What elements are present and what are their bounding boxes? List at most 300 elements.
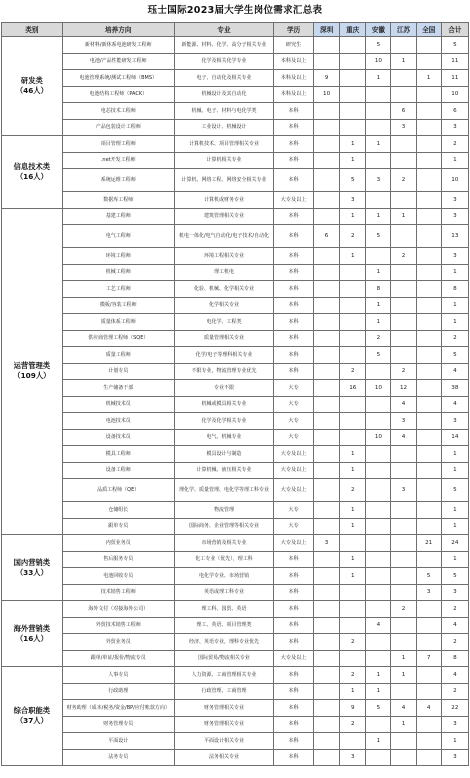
chongqing-cell	[340, 347, 366, 364]
direction-cell: 电芯技术工程师	[62, 103, 174, 120]
major-cell: 质量管理相关专业	[174, 330, 273, 347]
anhui-cell	[366, 535, 391, 552]
jiangsu-cell	[391, 297, 416, 314]
table-row	[2, 86, 469, 103]
anhui-cell: 1	[366, 136, 391, 153]
shenzhen-cell	[314, 297, 340, 314]
shenzhen-cell	[314, 716, 340, 733]
jiangsu-cell: 1	[391, 716, 416, 733]
shenzhen-cell	[314, 479, 340, 502]
major-cell: 工业设计、机械设计	[174, 119, 273, 136]
table-row	[2, 634, 469, 651]
total-cell: 4	[441, 667, 468, 684]
national-cell	[416, 225, 441, 248]
table-row	[2, 152, 469, 169]
total-cell: 14	[441, 429, 468, 446]
education-cell: 本科	[274, 716, 314, 733]
anhui-cell: 8	[366, 281, 391, 298]
jiangsu-cell: 2	[391, 248, 416, 265]
national-cell: 21	[416, 535, 441, 552]
shenzhen-cell	[314, 380, 340, 397]
anhui-cell: 10	[366, 380, 391, 397]
chongqing-cell: 2	[340, 363, 366, 380]
total-cell: 1	[441, 152, 468, 169]
major-cell: 机械、电子、材料与电化学类	[174, 103, 273, 120]
chongqing-cell	[340, 53, 366, 70]
major-cell: 国际商务、企业管理等相关专业	[174, 518, 273, 535]
chongqing-cell	[340, 119, 366, 136]
jiangsu-cell	[391, 683, 416, 700]
chongqing-cell: 2	[340, 479, 366, 502]
direction-cell: 模板/容装工程师	[62, 297, 174, 314]
chongqing-cell: 1	[340, 502, 366, 519]
shenzhen-cell	[314, 749, 340, 766]
direction-cell: 财务助理（成本/税务/资金/BP/应付账款方向）	[62, 700, 174, 717]
major-cell: 专业不限	[174, 380, 273, 397]
anhui-cell	[366, 502, 391, 519]
education-cell: 大专	[274, 429, 314, 446]
major-cell: 不限专业，物流管理专业优先	[174, 363, 273, 380]
header-national: 全国	[416, 23, 441, 37]
national-cell	[416, 683, 441, 700]
direction-cell: 电池/产品性能研发工程师	[62, 53, 174, 70]
chongqing-cell	[340, 264, 366, 281]
total-cell: 8	[441, 281, 468, 298]
anhui-cell	[366, 601, 391, 618]
national-cell	[416, 462, 441, 479]
direction-cell: 售后服务专员	[62, 551, 174, 568]
chongqing-cell	[340, 281, 366, 298]
shenzhen-cell	[314, 584, 340, 601]
table-row	[2, 683, 469, 700]
major-cell: 机械或模具相关专业	[174, 396, 273, 413]
job-demand-table	[1, 22, 469, 766]
anhui-cell	[366, 396, 391, 413]
table-row	[2, 330, 469, 347]
jiangsu-cell	[391, 152, 416, 169]
chongqing-cell: 1	[340, 683, 366, 700]
education-cell: 本科	[274, 248, 314, 265]
direction-cell: 外贸技术销售工程师	[62, 617, 174, 634]
education-cell: 本科	[274, 634, 314, 651]
jiangsu-cell	[391, 225, 416, 248]
jiangsu-cell	[391, 314, 416, 331]
jiangsu-cell: 4	[391, 396, 416, 413]
education-cell: 本科	[274, 225, 314, 248]
national-cell	[416, 380, 441, 397]
chongqing-cell: 1	[340, 136, 366, 153]
major-cell: 财务管理相关专业	[174, 716, 273, 733]
table-row	[2, 700, 469, 717]
direction-cell: 生产储备干部	[62, 380, 174, 397]
education-cell: 本科	[274, 617, 314, 634]
direction-cell: 内贸业务员	[62, 535, 174, 552]
education-cell: 大专及以上	[274, 462, 314, 479]
jiangsu-cell: 1	[391, 53, 416, 70]
total-cell: 11	[441, 53, 468, 70]
national-cell	[416, 667, 441, 684]
major-cell: 机械设计及其自动化	[174, 86, 273, 103]
shenzhen-cell	[314, 429, 340, 446]
national-cell	[416, 429, 441, 446]
direction-cell: 海外文付（对接海外公司）	[62, 601, 174, 618]
national-cell	[416, 136, 441, 153]
category-cell: 海外营销类 （16人）	[2, 601, 63, 667]
education-cell: 本科及以上	[274, 53, 314, 70]
total-cell: 22	[441, 700, 468, 717]
major-cell: 经济、英语专业，理科专业优先	[174, 634, 273, 651]
table-row	[2, 479, 469, 502]
anhui-cell	[366, 551, 391, 568]
shenzhen-cell	[314, 330, 340, 347]
major-cell: 化学/电子等理科相关专业	[174, 347, 273, 364]
chongqing-cell: 1	[340, 462, 366, 479]
table-row	[2, 429, 469, 446]
direction-cell: 电池结构工程师（PACK）	[62, 86, 174, 103]
jiangsu-cell: 6	[391, 103, 416, 120]
jiangsu-cell: 1	[391, 208, 416, 225]
education-cell: 本科	[274, 584, 314, 601]
shenzhen-cell	[314, 683, 340, 700]
anhui-cell	[366, 568, 391, 585]
major-cell: 计算机械、液压相关专业	[174, 462, 273, 479]
national-cell	[416, 264, 441, 281]
national-cell: 1	[416, 70, 441, 87]
total-cell: 3	[441, 119, 468, 136]
table-row	[2, 584, 469, 601]
shenzhen-cell	[314, 103, 340, 120]
direction-cell: 行政助理	[62, 683, 174, 700]
anhui-cell	[366, 363, 391, 380]
anhui-cell	[366, 650, 391, 667]
chongqing-cell: 2	[340, 667, 366, 684]
national-cell: 7	[416, 650, 441, 667]
jiangsu-cell	[391, 462, 416, 479]
major-cell: 英语或理工科专业	[174, 584, 273, 601]
national-cell: 3	[416, 584, 441, 601]
major-cell: 人力资源、工商管理相关专业	[174, 667, 273, 684]
anhui-cell: 1	[366, 314, 391, 331]
header-total: 合计	[441, 23, 468, 37]
table-row	[2, 650, 469, 667]
chongqing-cell: 3	[340, 749, 366, 766]
major-cell: 化学及相关化学专业	[174, 53, 273, 70]
table-row	[2, 53, 469, 70]
jiangsu-cell: 4	[391, 700, 416, 717]
total-cell: 3	[441, 248, 468, 265]
shenzhen-cell: 3	[314, 535, 340, 552]
direction-cell: 计划专员	[62, 363, 174, 380]
table-row	[2, 70, 469, 87]
table-row	[2, 363, 469, 380]
table-row	[2, 502, 469, 519]
education-cell: 本科	[274, 601, 314, 618]
direction-cell: 数据库工程师	[62, 192, 174, 209]
direction-cell: 机械工程师	[62, 264, 174, 281]
table-row	[2, 535, 469, 552]
header-chongqing: 重庆	[340, 23, 366, 37]
total-cell: 2	[441, 634, 468, 651]
education-cell: 本科	[274, 208, 314, 225]
total-cell: 5	[441, 347, 468, 364]
national-cell	[416, 733, 441, 750]
education-cell: 本科	[274, 152, 314, 169]
jiangsu-cell	[391, 86, 416, 103]
national-cell	[416, 601, 441, 618]
category-cell: 国内营销类 （33人）	[2, 535, 63, 601]
anhui-cell	[366, 479, 391, 502]
table-row	[2, 119, 469, 136]
chongqing-cell	[340, 413, 366, 430]
anhui-cell: 10	[366, 53, 391, 70]
education-cell: 大专及以上	[274, 650, 314, 667]
national-cell	[416, 297, 441, 314]
table-row	[2, 297, 469, 314]
education-cell: 本科	[274, 347, 314, 364]
jiangsu-cell	[391, 192, 416, 209]
education-cell: 本科	[274, 667, 314, 684]
anhui-cell	[366, 248, 391, 265]
chongqing-cell	[340, 733, 366, 750]
jiangsu-cell: 2	[391, 363, 416, 380]
shenzhen-cell	[314, 502, 340, 519]
table-row	[2, 380, 469, 397]
table-row	[2, 446, 469, 463]
shenzhen-cell	[314, 208, 340, 225]
education-cell: 大专及以上	[274, 192, 314, 209]
national-cell	[416, 53, 441, 70]
major-cell: 理工、英语、项目管理类	[174, 617, 273, 634]
shenzhen-cell	[314, 650, 340, 667]
education-cell: 本科	[274, 136, 314, 153]
chongqing-cell: 5	[340, 169, 366, 192]
table-row	[2, 462, 469, 479]
shenzhen-cell	[314, 700, 340, 717]
table-row	[2, 667, 469, 684]
national-cell	[416, 518, 441, 535]
shenzhen-cell	[314, 518, 340, 535]
total-cell: 10	[441, 86, 468, 103]
direction-cell: 平面设计	[62, 733, 174, 750]
table-row	[2, 396, 469, 413]
anhui-cell: 1	[366, 70, 391, 87]
national-cell	[416, 716, 441, 733]
table-row	[2, 264, 469, 281]
total-cell: 5	[441, 37, 468, 54]
major-cell: 建筑管理相关专业	[174, 208, 273, 225]
national-cell	[416, 363, 441, 380]
chongqing-cell: 1	[340, 568, 366, 585]
shenzhen-cell	[314, 617, 340, 634]
jiangsu-cell: 2	[391, 601, 416, 618]
table-row	[2, 733, 469, 750]
jiangsu-cell	[391, 70, 416, 87]
jiangsu-cell	[391, 535, 416, 552]
total-cell: 8	[441, 650, 468, 667]
chongqing-cell: 2	[340, 634, 366, 651]
table-row	[2, 314, 469, 331]
anhui-cell	[366, 192, 391, 209]
direction-cell: 外贸业务员	[62, 634, 174, 651]
major-cell: 化学相关专业	[174, 297, 273, 314]
major-cell: 行政管理、工商管理	[174, 683, 273, 700]
education-cell: 本科	[274, 264, 314, 281]
table-row	[2, 617, 469, 634]
direction-cell: 电池技术员	[62, 413, 174, 430]
education-cell: 本科	[274, 683, 314, 700]
shenzhen-cell	[314, 363, 340, 380]
header-shenzhen: 深圳	[314, 23, 340, 37]
total-cell: 2	[441, 683, 468, 700]
national-cell	[416, 347, 441, 364]
jiangsu-cell	[391, 264, 416, 281]
education-cell: 大专	[274, 502, 314, 519]
chongqing-cell	[340, 103, 366, 120]
shenzhen-cell	[314, 347, 340, 364]
national-cell	[416, 281, 441, 298]
jiangsu-cell	[391, 568, 416, 585]
anhui-cell	[366, 119, 391, 136]
total-cell: 5	[441, 568, 468, 585]
education-cell: 本科	[274, 749, 314, 766]
total-cell: 3	[441, 716, 468, 733]
jiangsu-cell: 3	[391, 119, 416, 136]
header-jiangsu: 江苏	[391, 23, 416, 37]
national-cell	[416, 396, 441, 413]
jiangsu-cell	[391, 37, 416, 54]
national-cell	[416, 502, 441, 519]
major-cell: 电子、自动化及相关专业	[174, 70, 273, 87]
education-cell: 本科	[274, 700, 314, 717]
direction-cell: 电池管理系统/测试工程师（BMS）	[62, 70, 174, 87]
table-row	[2, 37, 469, 54]
national-cell	[416, 169, 441, 192]
table-row	[2, 551, 469, 568]
jiangsu-cell	[391, 347, 416, 364]
national-cell	[416, 551, 441, 568]
national-cell	[416, 330, 441, 347]
jiangsu-cell	[391, 330, 416, 347]
shenzhen-cell	[314, 37, 340, 54]
anhui-cell: 5	[366, 37, 391, 54]
education-cell: 本科	[274, 568, 314, 585]
chongqing-cell	[340, 650, 366, 667]
total-cell: 4	[441, 363, 468, 380]
anhui-cell	[366, 86, 391, 103]
chongqing-cell: 1	[340, 208, 366, 225]
major-cell: 化工专业（优先），理工科	[174, 551, 273, 568]
education-cell: 本科	[274, 363, 314, 380]
anhui-cell	[366, 462, 391, 479]
major-cell: 化学及化学相关专业	[174, 413, 273, 430]
education-cell: 研究生	[274, 37, 314, 54]
direction-cell: .net开发工程师	[62, 152, 174, 169]
table-row	[2, 136, 469, 153]
header-anhui: 安徽	[366, 23, 391, 37]
anhui-cell: 5	[366, 347, 391, 364]
major-cell: 环境工程相关专业	[174, 248, 273, 265]
jiangsu-cell	[391, 584, 416, 601]
major-cell: 理工科、国贸、英语	[174, 601, 273, 618]
national-cell	[416, 152, 441, 169]
jiangsu-cell: 3	[391, 479, 416, 502]
anhui-cell: 1	[366, 297, 391, 314]
shenzhen-cell	[314, 314, 340, 331]
shenzhen-cell	[314, 462, 340, 479]
direction-cell: 仓储组长	[62, 502, 174, 519]
major-cell: 计算机相关专业	[174, 152, 273, 169]
anhui-cell	[366, 103, 391, 120]
anhui-cell: 1	[366, 264, 391, 281]
national-cell	[416, 248, 441, 265]
header-education: 学历	[274, 23, 314, 37]
total-cell: 38	[441, 380, 468, 397]
shenzhen-cell	[314, 733, 340, 750]
sheet-title: 珏士国际2023届大学生岗位需求汇总表	[147, 5, 323, 16]
category-cell: 综合职能类 （37人）	[2, 667, 63, 766]
shenzhen-cell	[314, 667, 340, 684]
total-cell: 1	[441, 297, 468, 314]
major-cell: 财务管理相关专业	[174, 700, 273, 717]
major-cell: 物流管理	[174, 502, 273, 519]
shenzhen-cell: 6	[314, 225, 340, 248]
jiangsu-cell	[391, 634, 416, 651]
header-major: 专业	[174, 23, 273, 37]
anhui-cell	[366, 152, 391, 169]
national-cell	[416, 314, 441, 331]
major-cell: 计算机或财务专业	[174, 192, 273, 209]
national-cell	[416, 208, 441, 225]
total-cell: 3	[441, 584, 468, 601]
jiangsu-cell: 1	[391, 650, 416, 667]
direction-cell: 质量体系工程师	[62, 314, 174, 331]
jiangsu-cell	[391, 502, 416, 519]
shenzhen-cell	[314, 264, 340, 281]
chongqing-cell	[340, 70, 366, 87]
major-cell: 电化学、工程类	[174, 314, 273, 331]
table-row	[2, 225, 469, 248]
header-row	[2, 23, 469, 37]
major-cell: 计算机、网络工程、网络安全相关专业	[174, 169, 273, 192]
chongqing-cell: 1	[340, 446, 366, 463]
education-cell: 本科	[274, 314, 314, 331]
jiangsu-cell	[391, 518, 416, 535]
chongqing-cell: 2	[340, 716, 366, 733]
total-cell: 10	[441, 169, 468, 192]
national-cell	[416, 103, 441, 120]
shenzhen-cell	[314, 152, 340, 169]
direction-cell: 技术销售工程师	[62, 584, 174, 601]
chongqing-cell	[340, 396, 366, 413]
direction-cell: 跟单/单证/报价/物流专员	[62, 650, 174, 667]
anhui-cell: 5	[366, 225, 391, 248]
direction-cell: 财务管理专员	[62, 716, 174, 733]
anhui-cell	[366, 446, 391, 463]
shenzhen-cell	[314, 248, 340, 265]
national-cell	[416, 192, 441, 209]
shenzhen-cell	[314, 446, 340, 463]
shenzhen-cell	[314, 169, 340, 192]
total-cell: 4	[441, 396, 468, 413]
jiangsu-cell	[391, 136, 416, 153]
national-cell: 4	[416, 700, 441, 717]
chongqing-cell: 2	[340, 225, 366, 248]
total-cell: 2	[441, 330, 468, 347]
major-cell: 新能源、材料、化学、高分子相关专业	[174, 37, 273, 54]
education-cell: 大专	[274, 396, 314, 413]
direction-cell: 电气工程师	[62, 225, 174, 248]
header-category: 类别	[2, 23, 63, 37]
